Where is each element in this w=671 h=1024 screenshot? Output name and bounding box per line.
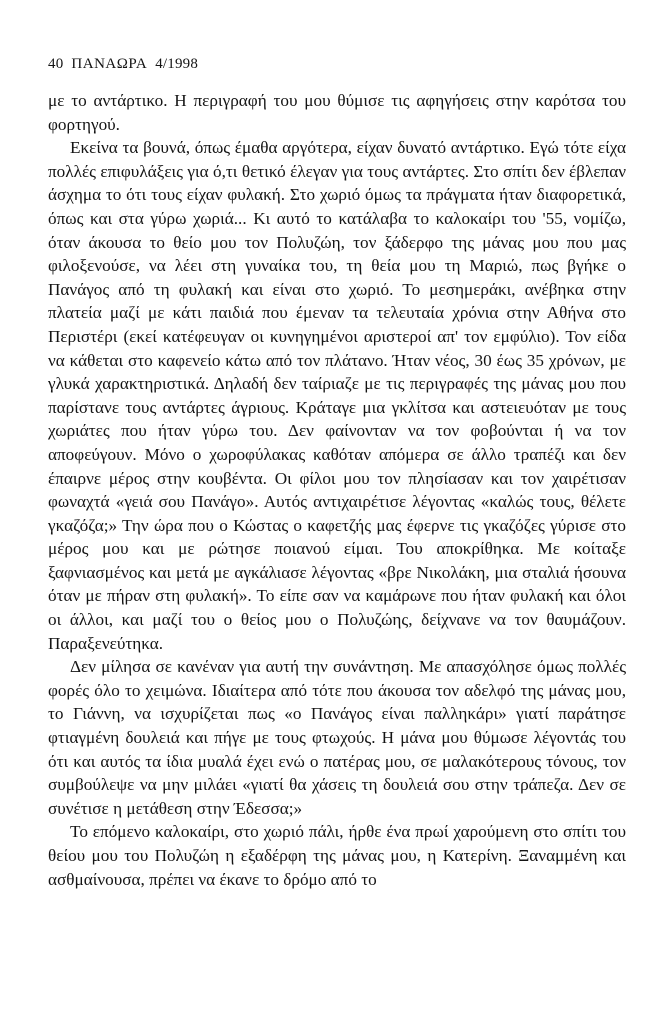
paragraph-continuation: με το αντάρτικο. Η περιγραφή του μου θύμισε τις αφηγήσεις στην καρότσα του φορτηγού. xyxy=(48,91,626,134)
page-number: 40 xyxy=(48,56,64,72)
book-page xyxy=(48,56,626,891)
paragraph: Εκείνα τα βουνά, όπως έμαθα αργότερα, είχαν δυνατό αντάρτικο. Εγώ τότε είχα πολλές επιφυλάξεις για ό,τι θετικό έλεγαν για τους αντάρτες. Στο σπίτι δεν έβλεπαν άσχημα το ότι τους είχαν φυλακή. Στο χωριό όμως τα πράγματα ήταν διαφορετικά, όπως και στα γύρω χωριά... Κι αυτό το κατάλαβα το καλοκαίρι του '55, νομίζω, όταν άκουσα το θείο μου τον Πολυζώη, τον ξάδερφο της μάνας μου που μας φιλοξενούσε, να λέει στη γυναίκα του, τη θεία μου τη Μαριώ, πως βγήκε ο Πανάγος από τη φυλακή και είναι στο χωριό. Το μεσημεράκι, ανέβηκα στην πλατεία μαζί με κάτι παιδιά που έμεναν τα τελευταία χρόνια στην Αθήνα στο Περιστέρι (εκεί κατέφευγαν οι κυνηγημένοι αριστεροί απ' τον εμφύλιο). Τον είδα να κάθεται στο καφενείο κάτω από τον πλάτανο. Ήταν νέος, 30 έως 35 χρόνων, με γλυκά χαρακτηριστικά. Δηλαδή δεν ταίριαζε με τις περιγραφές της μάνας μου που παρίστανε τους αντάρτες άγριους. Κράταγε μια γκλίτσα και αστειευόταν με τους χωριάτες που ήταν γύρω του. Δεν φαίνονταν να τον φοβούνται ή να τον αποφεύγουν. Μόνο ο χωροφύλακας καθόταν απόμερα σε άλλο τραπέζι και δεν έπαιρνε μέρος στην κουβέντα. Οι φίλοι μου τον πλησίασαν και τον χαιρέτισαν φωναχτά «γειά σου Πανάγο». Αυτός αντιχαιρέτισε λέγοντας «καλώς τους, θέλετε γκαζόζα;» Την ώρα που ο Κώστας ο καφετζής μας έφερνε τις γκαζόζες γύρισε στο μέρος μου και με ρώτησε ποιανού είμαι. Του αποκρίθηκα. Με κοίταξε ξαφνιασμένος και μετά με αγκάλιασε λέγοντας «βρε Νικολάκη, μια σταλιά ήσουνα όταν με πήραν στη φυλακή». Το είπε σαν να καμάρωνε που ήταν φυλακή και όλοι οι άλλοι, και μαζί του ο θείος μου ο Πολυζώης, δείχνανε να τον θαυμάζουν. Παραξενεύτηκα. xyxy=(48,138,626,653)
magazine-title: ΠΑΝΑΩΡΑ xyxy=(71,56,148,72)
issue-number: 4/1998 xyxy=(155,56,199,72)
paragraph: Το επόμενο καλοκαίρι, στο χωριό πάλι, ήρθε ένα πρωί χαρούμενη στο σπίτι του θείου μου του Πολυζώη η εξαδέρφη της μάνας μου, η Κατερίνη. Ξαναμμένη και ασθμαίνουσα, πρέπει να έκανε το δρόμο από το xyxy=(48,822,626,889)
body-text xyxy=(48,89,626,891)
running-head xyxy=(48,56,626,73)
paragraph: Δεν μίλησα σε κανέναν για αυτή την συνάντηση. Με απασχόλησε όμως πολλές φορές όλο το χειμώνα. Ιδιαίτερα από τότε που άκουσα τον αδελφό της μάνας μου, το Γιάννη, να ισχυρίζεται πως «ο Πανάγος είναι παλληκάρι» γιατί παράτησε φτιαγμένη δουλειά και πήγε με τους φτωχούς. Η μάνα μου θύμωσε λέγοντάς του ότι και αυτός τα ίδια μυαλά έχει ενώ ο πατέρας μου, σε μαλακότερους τόνους, τον συμβούλεψε να μην μιλάει «γιατί θα χάσεις τη δουλειά σου στην τράπεζα. Δεν σε συνέτισε η μετάθεση στην Έδεσσα;» xyxy=(48,657,626,818)
